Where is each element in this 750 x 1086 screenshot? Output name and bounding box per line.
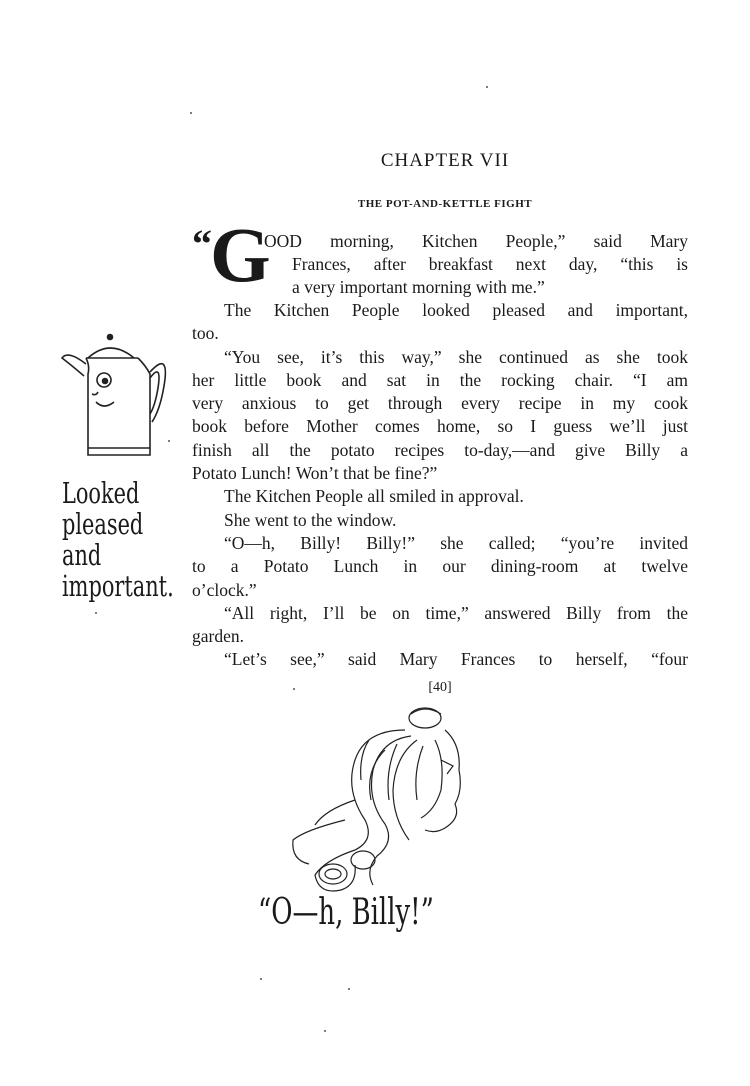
print-speck [168,440,170,442]
text-line: Potato Lunch! Won’t that be fine?” [192,463,438,484]
text-line: too. [192,323,219,344]
opening-quote-mark: “ [192,221,212,266]
text-line: “All right, I’ll be on time,” answered Billy from the [224,602,688,623]
illustration-caption-left [62,476,174,603]
text-line: her little book and sat in the rocking chair. “I am [192,369,688,390]
mary-frances-calling-icon [285,700,485,900]
text-line: to a Potato Lunch in our dining-room at twelve [192,556,688,577]
drop-cap: G [210,211,271,298]
text-line: o’clock.” [192,579,257,600]
print-speck [293,688,295,690]
text-line: book before Mother comes home, so I guess we’ll just [192,416,688,437]
caption-line: Looked [62,476,140,510]
body-text [192,299,688,672]
illustration-caption-bottom: “O—h, Billy!” [258,892,434,933]
text-line: garden. [192,626,244,647]
opening-line: Frances, after breakfast next day, “this is [292,254,688,274]
opening-line: OOD morning, Kitchen People,” said Mary [264,231,688,251]
page-number: [40] [428,680,452,695]
print-speck [190,112,192,114]
text-line: The Kitchen People looked pleased and important, [224,300,688,320]
text-line: finish all the potato recipes to-day,—and give Billy a [192,439,688,460]
coffee-pot-character-icon [58,330,170,460]
caption-line: and [62,538,102,572]
print-speck [486,86,488,88]
print-speck [260,978,262,980]
text-line: The Kitchen People all smiled in approval. [224,486,524,507]
text-line: “Let’s see,” said Mary Frances to herself, “four [224,649,688,670]
caption-line: pleased [62,507,144,541]
text-line: “You see, it’s this way,” she continued as she took [224,346,688,367]
print-speck [95,612,97,614]
text-line: She went to the window. [224,509,397,530]
opening-paragraph [192,211,688,298]
chapter-title: CHAPTER VII [380,150,510,171]
print-speck [324,1030,326,1032]
text-line: “O—h, Billy! Billy!” she called; “you’re invited [224,532,688,553]
caption-line: important. [62,569,174,603]
opening-line: a very important morning with me.” [292,277,545,297]
chapter-subtitle: THE POT-AND-KETTLE FIGHT [357,198,533,210]
text-line: very anxious to get through every recipe in my cook [192,393,688,414]
print-speck [348,988,350,990]
